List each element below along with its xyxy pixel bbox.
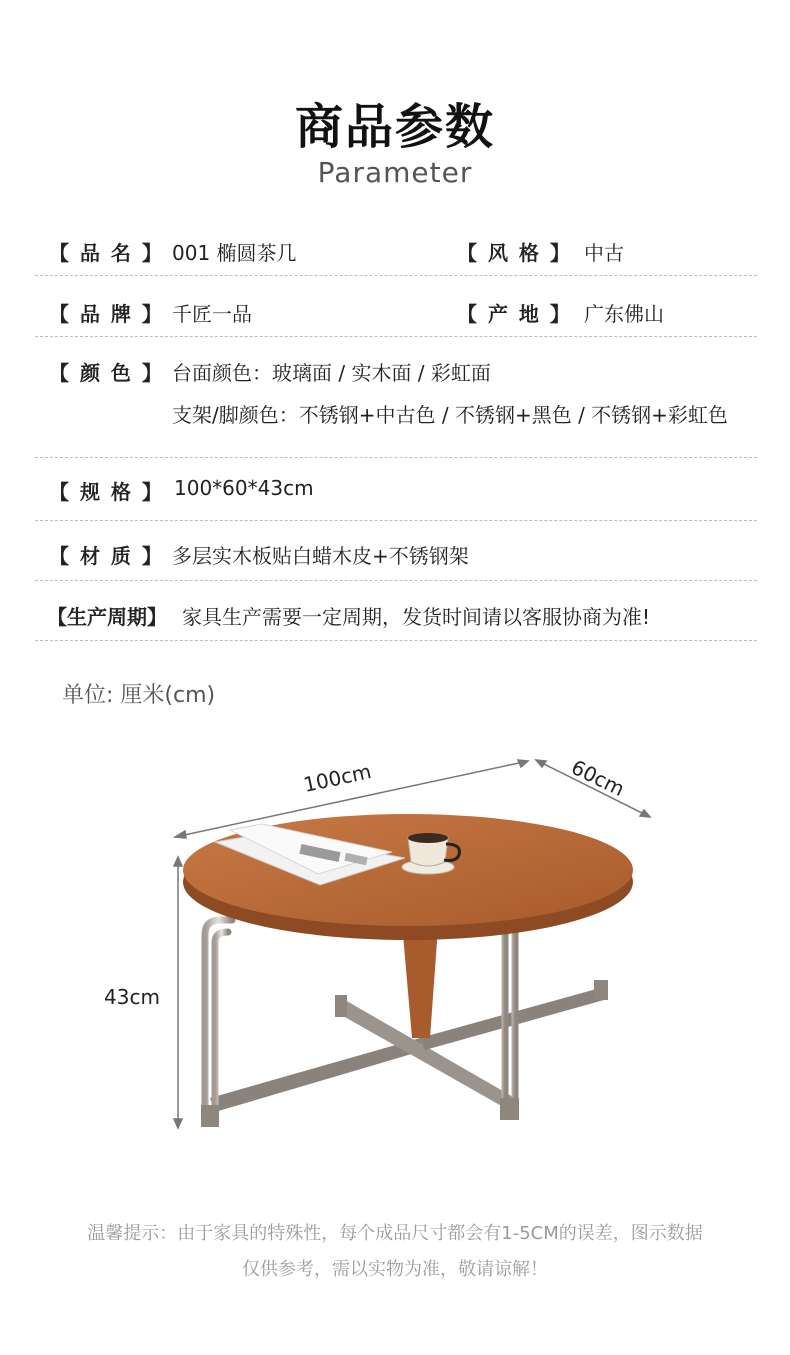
notice-line-2: 仅供参考，需以实物为准，敬请谅解！ <box>242 1259 548 1280</box>
spec-label: 【 规 格 】 <box>49 480 164 504</box>
color-value-frame: 支架/脚颜色：不锈钢+中古色 / 不锈钢+黑色 / 不锈钢+彩虹色 <box>172 403 728 427</box>
origin-label: 【 产 地 】 <box>457 302 572 326</box>
param-row-spec <box>35 468 757 521</box>
material-value: 多层实木板贴白蜡木皮+不锈钢架 <box>172 544 469 568</box>
material-label: 【 材 质 】 <box>49 544 164 568</box>
param-row-brand <box>35 286 757 337</box>
table-illustration <box>0 720 790 1180</box>
color-label: 【 颜 色 】 <box>49 361 164 385</box>
param-row-cycle <box>35 591 757 641</box>
notice-line-1: 温馨提示：由于家具的特殊性，每个成品尺寸都会有1-5CM的误差，图示数据 <box>87 1223 703 1244</box>
page-title: 商品参数 <box>294 99 495 155</box>
brand-label: 【 品 牌 】 <box>49 302 164 326</box>
style-label: 【 风 格 】 <box>457 241 572 265</box>
brand-value: 千匠一品 <box>172 302 252 326</box>
length-label: 100cm <box>301 759 374 797</box>
cycle-value: 家具生产需要一定周期，发货时间请以客服协商为准! <box>182 605 651 629</box>
color-value-top: 台面颜色：玻璃面 / 实木面 / 彩虹面 <box>172 361 491 385</box>
spec-value: 100*60*43cm <box>174 476 314 500</box>
origin-value: 广东佛山 <box>584 302 664 326</box>
width-label: 60cm <box>567 754 629 802</box>
base-frame <box>210 988 604 1112</box>
height-label: 43cm <box>104 985 160 1009</box>
dimension-line-height <box>174 857 182 1128</box>
cycle-label: 【生产周期】 <box>47 605 167 629</box>
name-label: 【 品 名 】 <box>49 241 164 265</box>
param-row-name <box>35 225 757 276</box>
unit-label: 单位: 厘米(cm) <box>62 683 216 708</box>
page-subtitle: Parameter <box>317 156 473 189</box>
param-row-material <box>35 531 757 581</box>
name-value: 001 椭圆茶几 <box>172 241 297 265</box>
style-value: 中古 <box>584 241 624 265</box>
param-row-color <box>35 347 757 458</box>
